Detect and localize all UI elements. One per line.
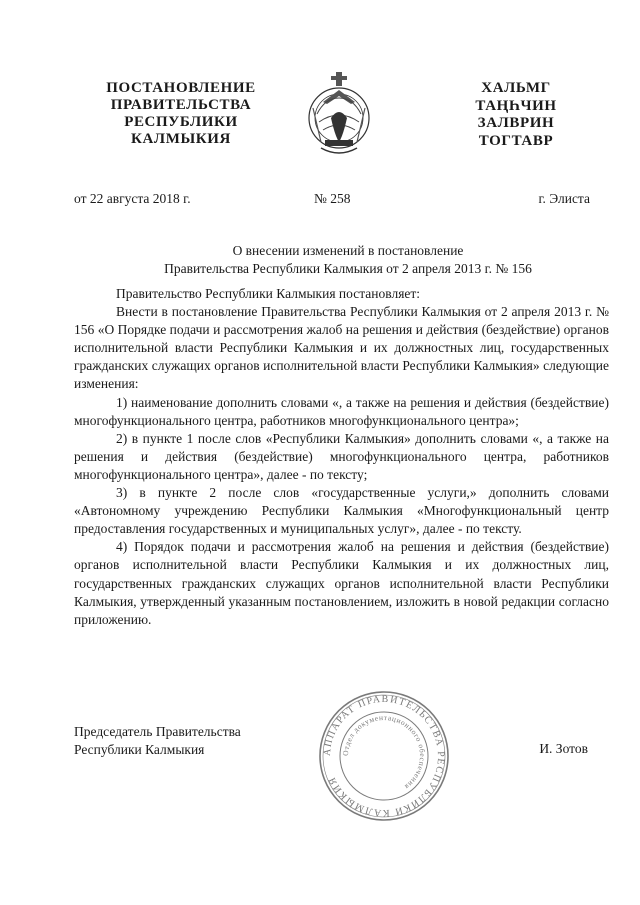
- header-right-line: ТОГТАВР: [478, 132, 554, 149]
- signatory-position: [74, 723, 241, 759]
- stamp-inner-text: Отдел документационного обеспечения: [340, 712, 428, 792]
- header-right-line: ХАЛЬМГ: [481, 80, 551, 96]
- svg-text:Отдел документационного обеспе: [341, 713, 427, 792]
- body-intro: Правительство Республики Калмыкия постановляет:: [116, 286, 421, 301]
- body-item: 2) в пункте 1 после слов «Республики Калмыкия» дополнить словами «, а также на решения и действия (бездействие) многофункционального центра, работников многофункционального центра», далее - по тексту;: [74, 430, 609, 482]
- body-main-paragraph: Внести в постановление Правительства Республики Калмыкия от 2 апреля 2013 г. № 156 «О Порядке подачи и рассмотрения жалоб на решения и действия (бездействие) органов исполнительной власти Республики Калмыкия и их должностных лиц, государственных гражданских служащих органов исполнительной власти Республики Калмыкия» следующие изменения:: [74, 304, 609, 392]
- coat-of-arms-icon: [303, 68, 375, 164]
- title-line: Правительства Республики Калмыкия от 2 апреля 2013 г. № 156: [164, 261, 532, 276]
- title-line: О внесении изменений в постановление: [232, 243, 464, 258]
- document-city: г. Элиста: [538, 191, 590, 206]
- header-left-line: РЕСПУБЛИКИ: [124, 114, 238, 130]
- document-date: от 22 августа 2018 г.: [74, 191, 191, 206]
- header-right-line: ЗАЛВРИН: [477, 115, 555, 131]
- body-item: 3) в пункте 2 после слов «государственные услуги,» дополнить словами «Автономному учреждению Республики Калмыкия «Многофункциональный центр предоставления государственных и муниципальных услуг», далее - по тексту.: [74, 485, 609, 537]
- document-body: [74, 285, 609, 629]
- official-stamp: [318, 690, 450, 822]
- header-left-line: ПРАВИТЕЛЬСТВА: [110, 97, 252, 113]
- body-item: 1) наименование дополнить словами «, а также на решения и действия (бездействие) многофункционального центра, работников многофункционального центра»;: [74, 394, 609, 428]
- signatory-position-line: Председатель Правительства: [74, 724, 241, 739]
- signatory-position-line: Республики Калмыкия: [74, 742, 205, 757]
- header-left-line: ПОСТАНОВЛЕНИЕ: [106, 80, 256, 96]
- header-right-line: ТАҢҺЧИН: [475, 97, 557, 114]
- document-number: № 258: [314, 191, 351, 206]
- document-title: [80, 242, 616, 278]
- signatory-name: И. Зотов: [539, 741, 588, 756]
- header-left-line: КАЛМЫКИЯ: [131, 131, 231, 147]
- stamp-outer-text: АППАРАТ ПРАВИТЕЛЬСТВА РЕСПУБЛИКИ КАЛМЫКИЯ: [321, 693, 447, 819]
- body-item: 4) Порядок подачи и рассмотрения жалоб на решения и действия (бездействие) органов исполнительной власти Республики Калмыкия и их должностных лиц, государственных гражданских служащих органов исполнительной власти Республики Калмыкия, утвержденный указанным постановлением, изложить в новой редакции согласно приложению.: [74, 539, 609, 627]
- header-left: [96, 80, 266, 148]
- header-right: [466, 80, 566, 150]
